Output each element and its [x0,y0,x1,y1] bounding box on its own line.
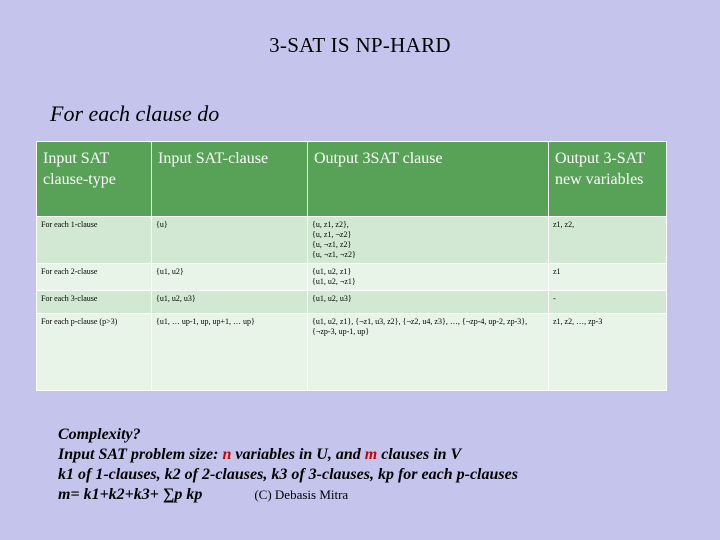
clause-counts-line: k1 of 1-clauses, k2 of 2-clauses, k3 of 3-clauses, kp for each p-clauses [58,466,518,483]
problem-size-mid: variables in U, and [231,446,365,463]
sat-reduction-table [36,141,667,391]
table-row [37,264,667,291]
cell-clause-type: For each 1-clause [37,217,152,264]
total-formula-line [58,485,688,505]
table-row [37,217,667,264]
complexity-heading: Complexity? [58,426,141,443]
cell-input-clause: {u1, u2} [152,264,308,291]
problem-size-suffix: clauses in V [377,446,462,463]
slide-title: 3-SAT IS NP-HARD [269,33,451,57]
problem-size-prefix: Input SAT problem size: [58,446,223,463]
cell-clause-type: For each 2-clause [37,264,152,291]
output-clause-line: {u, ¬z1, ¬z2} [312,250,356,259]
variable-n: n [222,446,232,463]
table-header-row [37,142,667,217]
header-output-clause: Output 3SAT clause [308,142,549,217]
cell-new-variables: z1 [549,264,667,291]
cell-output-clause [308,291,549,314]
header-clause-type: Input SAT clause-type [37,142,152,217]
problem-size-line [58,445,688,465]
cell-input-clause: {u1, u2, u3} [152,291,308,314]
cell-output-clause [308,264,549,291]
cell-output-clause [308,314,549,391]
cell-new-variables: - [549,291,667,314]
table-row [37,314,667,391]
cell-clause-type: For each p-clause (p>3) [37,314,152,391]
header-input-clause: Input SAT-clause [152,142,308,217]
output-clause-line: {u1, u2, z1}, {¬z1, u3, z2}, {¬z2, u4, z3}, …, {¬zp-4, up-2, zp-3}, {¬zp-3, up-1, up} [312,317,528,336]
cell-clause-type: For each 3-clause [37,291,152,314]
cell-output-clause [308,217,549,264]
output-clause-line: {u1, u2, z1} [312,267,352,276]
output-clause-line: {u, ¬z1, z2} [312,240,352,249]
table-row [37,291,667,314]
output-clause-line: {u1, u2, u3} [312,294,352,303]
cell-input-clause: {u1, … up-1, up, up+1, … up} [152,314,308,391]
cell-new-variables: z1, z2, [549,217,667,264]
output-clause-line: {u1, u2, ¬z1} [312,277,356,286]
complexity-notes [58,425,688,505]
cell-new-variables: z1, z2, …, zp-3 [549,314,667,391]
cell-input-clause: {u} [152,217,308,264]
total-formula: m= k1+k2+k3+ ∑p kp [58,486,203,503]
copyright-credit: (C) Debasis Mitra [254,487,349,502]
slide-subtitle: For each clause do [50,101,220,126]
output-clause-line: {u, z1, ¬z2} [312,230,352,239]
variable-m: m [364,446,378,463]
header-new-variables: Output 3-SAT new variables [549,142,667,217]
output-clause-line: {u, z1, z2}, [312,220,349,229]
